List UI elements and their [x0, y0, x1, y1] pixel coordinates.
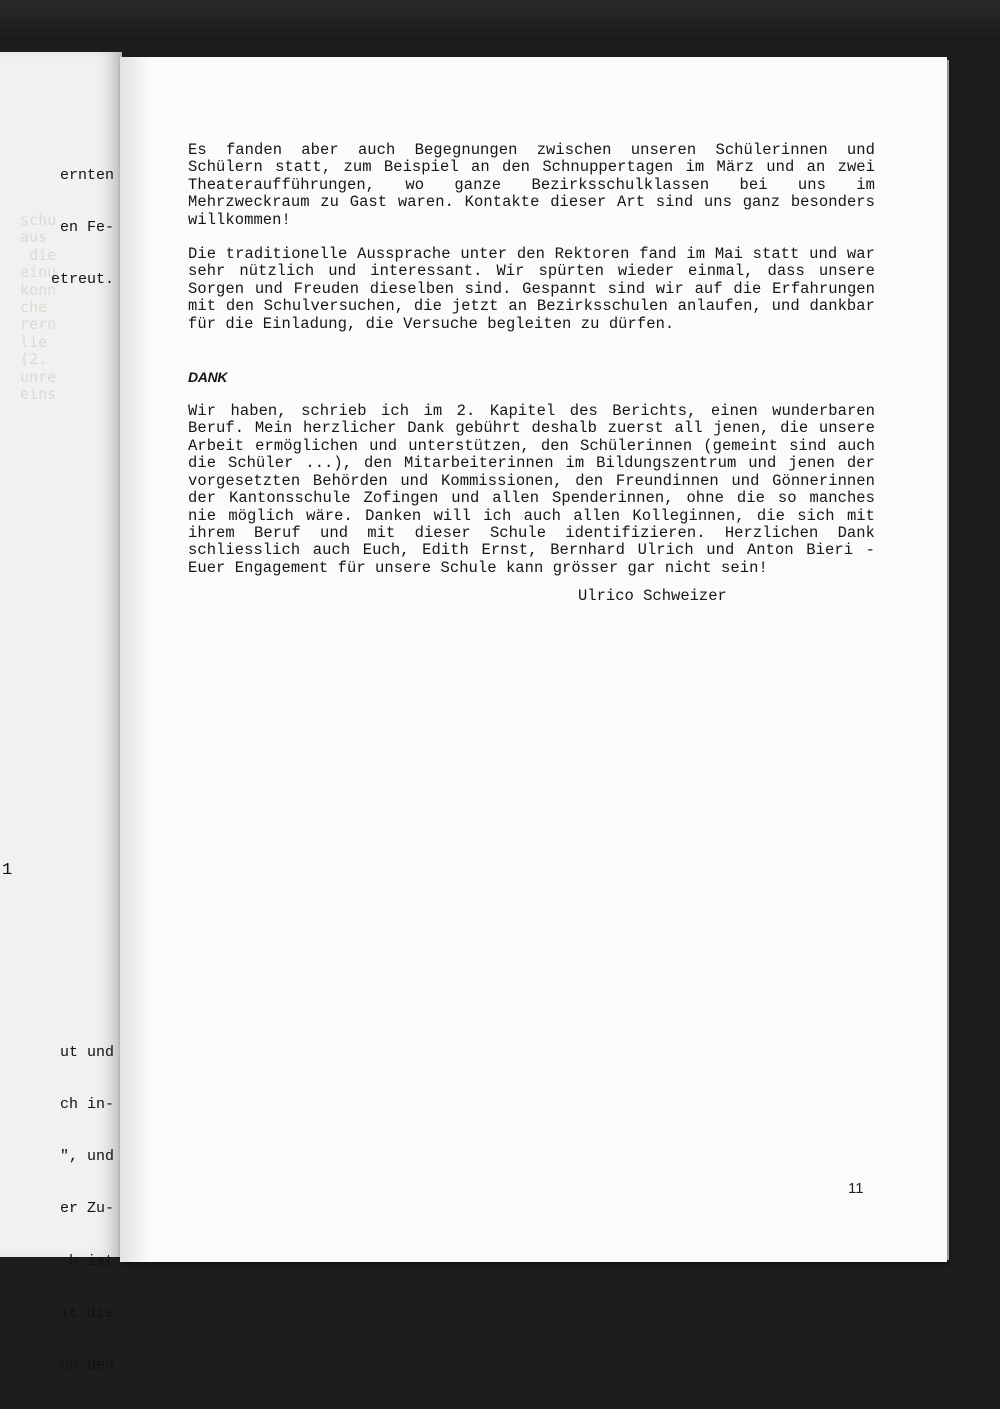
- page-number: 11: [848, 1180, 864, 1197]
- left-facing-page: [0, 52, 122, 1375]
- paragraph-aussprache: Die traditionelle Aussprache unter den Rektoren fand im Mai statt und war sehr nützlich und interessant. Wir spürten wieder einmal, dass unsere Sorgen und Freuden dieselben sind. Gespannt sind wir auf die Erfahrungen mit den Schulversuchen, die jetzt an Bezirksschulen anlaufen, und dankbar für die Einladung, die Versuche begleiten zu dürfen.: [188, 245, 875, 333]
- paragraph-begegnungen: Es fanden aber auch Begegnungen zwischen unseren Schülerinnen und Schülern statt, zum Beispiel an den Schnuppertagen im März und an zwei Theateraufführungen, wo ganze Bezirksschulklassen bei uns im Mehrzweckraum zu Gast waren. Kontakte dieser Art sind uns ganz besonders willkommen!: [188, 141, 875, 229]
- bleed-through-text: schu aus die einu konn che rern lie (2. unre eins: [20, 211, 57, 404]
- scan-background: [0, 0, 1000, 40]
- right-page: [120, 57, 947, 1262]
- signature: Ulrico Schweizer: [578, 587, 727, 606]
- left-text-fragment-top: ernten en Fe- etreut.: [50, 166, 114, 289]
- page-content: [188, 142, 875, 606]
- left-text-fragment-bottom: ut und ch in- ", und er Zu- h ist it die on den: [59, 1043, 114, 1375]
- left-margin-marker: 1: [2, 861, 13, 880]
- section-heading-dank: DANK: [188, 369, 228, 386]
- paragraph-dank: Wir haben, schrieb ich im 2. Kapitel des Berichts, einen wunderbaren Beruf. Mein herzlicher Dank gebührt deshalb zuerst all jenen, die unsere Arbeit ermöglichen und unterstützen, den Schülerinnen (gemeint sind auch die Schüler ...), den Mitarbeiterinnen im Bildungszentrum und jenen der vorgesetzten Behörden und Kommissionen, den Freundinnen und Gönnerinnen der Kantonsschule Zofingen und allen Spenderinnen, ohne die so manches nie möglich wäre. Danken will ich auch allen Kolleginnen, die sich mit ihrem Beruf und mit dieser Schule identifizieren. Herzlichen Dank schliesslich auch Euch, Edith Ernst, Bernhard Ulrich und Anton Bieri - Euer Engagement für unsere Schule kann grösser gar nicht sein!: [188, 402, 875, 577]
